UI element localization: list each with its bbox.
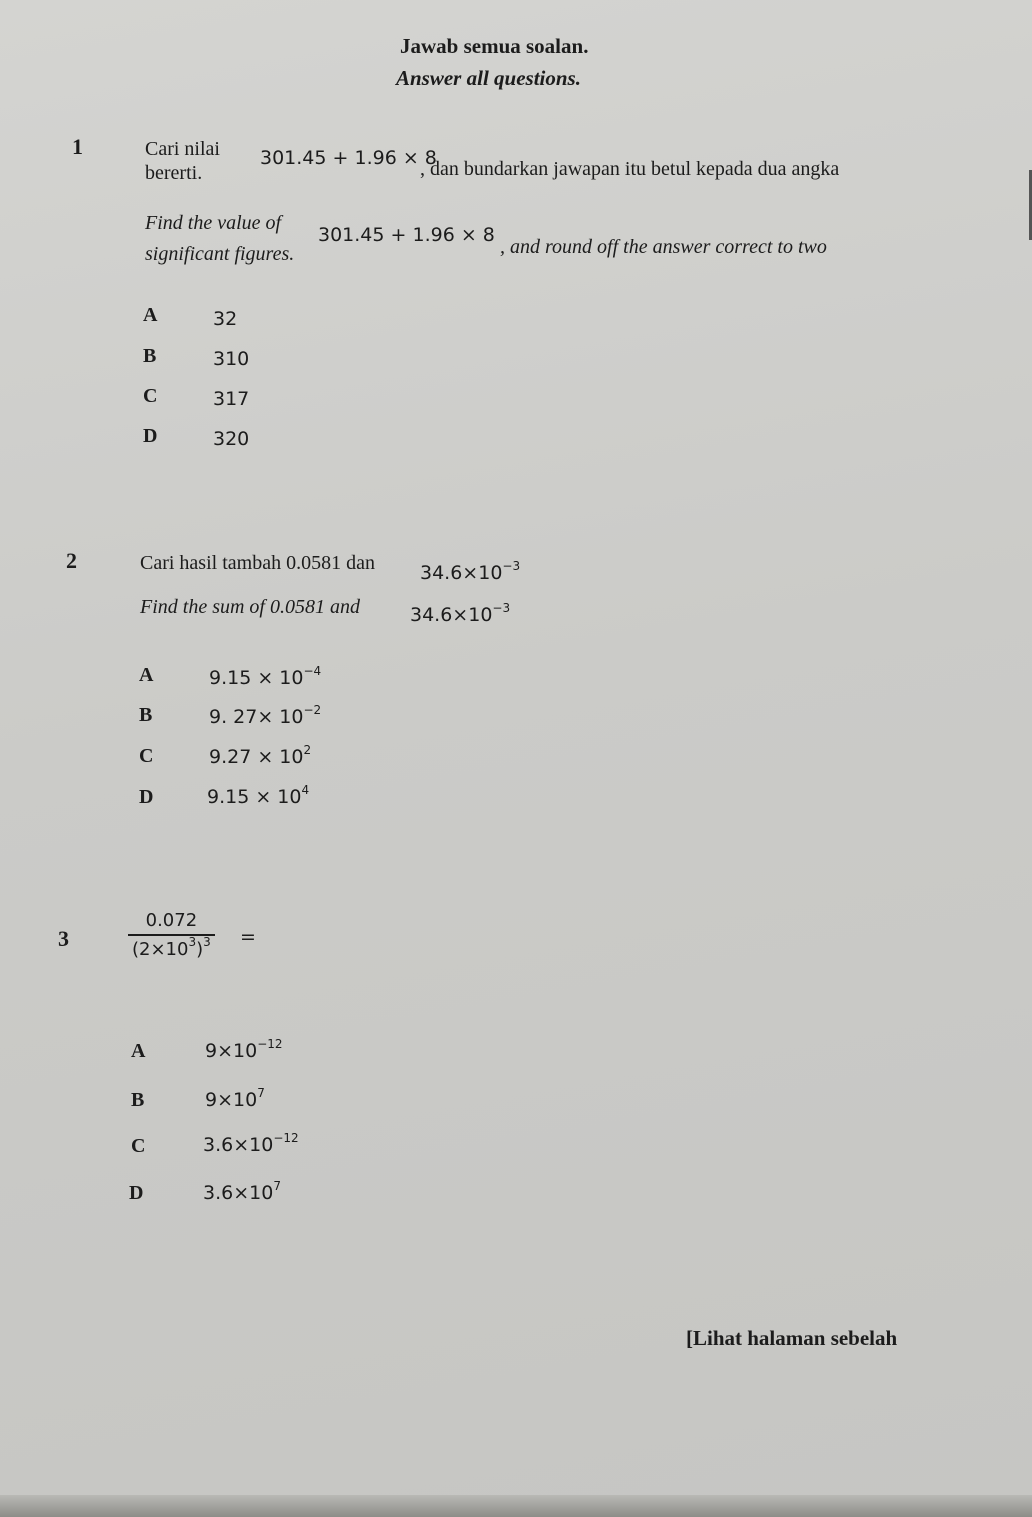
question-2-option-letter: A xyxy=(139,664,154,686)
question-3-option-letter: D xyxy=(129,1182,144,1204)
question-3-numerator: 0.072 xyxy=(145,910,198,931)
question-2-number: 2 xyxy=(66,548,77,573)
question-1-text-ms-part1: Cari nilai xyxy=(145,138,220,160)
option-exponent: −2 xyxy=(303,703,322,717)
question-2-option-value xyxy=(209,703,322,728)
question-3-number: 3 xyxy=(58,926,69,951)
question-3-fraction xyxy=(128,910,215,960)
option-base: 9.15 × 10 xyxy=(209,667,304,689)
option-exponent: 2 xyxy=(303,743,312,757)
question-1-text-en-line2: significant figures. xyxy=(145,243,295,265)
question-2-option-letter: C xyxy=(139,745,154,767)
question-2-expression-en xyxy=(410,601,511,626)
option-base: 3.6×10 xyxy=(203,1134,274,1156)
question-1-option-letter: D xyxy=(143,425,158,447)
denominator-base: (2×10 xyxy=(132,939,189,960)
question-2-text-en: Find the sum of 0.0581 and xyxy=(140,596,360,618)
question-1-text-ms-part2: , dan bundarkan jawapan itu betul kepada dua angka xyxy=(420,158,840,180)
question-2-option-value xyxy=(209,743,312,768)
option-exponent: 7 xyxy=(273,1179,281,1193)
question-3-option-letter: A xyxy=(131,1040,146,1062)
question-2-option-value xyxy=(207,783,310,808)
option-exponent: 7 xyxy=(257,1086,265,1100)
question-1-option-value: 320 xyxy=(213,428,250,450)
question-1-expression-en: 301.45 + 1.96 × 8 xyxy=(318,224,495,246)
option-exponent: −12 xyxy=(257,1037,283,1051)
question-1-number: 1 xyxy=(72,134,83,159)
footer-next-page: [Lihat halaman sebelah xyxy=(686,1326,898,1350)
option-base: 9×10 xyxy=(205,1089,258,1111)
question-1-option-letter: A xyxy=(143,304,158,326)
question-2-expression-exponent: −3 xyxy=(502,559,521,573)
denominator-inner-exponent: 3 xyxy=(188,935,197,949)
question-1-text-ms-line2: bererti. xyxy=(145,162,203,184)
question-3-option-value xyxy=(205,1037,283,1062)
question-3-option-letter: B xyxy=(131,1089,145,1111)
denominator-close: ) xyxy=(196,939,204,960)
question-2-text-ms: Cari hasil tambah 0.0581 dan xyxy=(140,552,375,574)
option-exponent: 4 xyxy=(301,783,310,797)
question-1-option-value: 317 xyxy=(213,388,250,410)
question-2-option-letter: B xyxy=(139,704,153,726)
instruction-english: Answer all questions. xyxy=(396,66,581,90)
question-1-option-value: 310 xyxy=(213,348,250,370)
question-1-option-value: 32 xyxy=(213,308,238,330)
option-exponent: −4 xyxy=(303,664,322,678)
question-2-expression-base: 34.6×10 xyxy=(420,562,503,584)
question-2-expression-base: 34.6×10 xyxy=(410,604,493,626)
option-base: 9. 27× 10 xyxy=(209,706,304,728)
question-2-option-value xyxy=(209,664,322,689)
page-bottom-edge xyxy=(0,1495,1032,1517)
question-2-expression-exponent: −3 xyxy=(492,601,511,615)
question-2-expression-ms xyxy=(420,559,521,584)
question-2-option-letter: D xyxy=(139,786,154,808)
question-1-option-letter: C xyxy=(143,385,158,407)
question-3-option-value xyxy=(203,1179,281,1204)
question-1-expression-ms: 301.45 + 1.96 × 8 xyxy=(260,147,437,169)
question-3-equals: = xyxy=(240,926,256,948)
question-3-option-value xyxy=(203,1131,299,1156)
question-3-option-letter: C xyxy=(131,1135,146,1157)
denominator-outer-exponent: 3 xyxy=(203,935,211,949)
question-1-text-en-part2: , and round off the answer correct to two xyxy=(500,236,827,258)
option-base: 9.15 × 10 xyxy=(207,786,302,808)
option-base: 9×10 xyxy=(205,1040,258,1062)
instruction-malay: Jawab semua soalan. xyxy=(400,34,589,58)
option-base: 3.6×10 xyxy=(203,1182,274,1204)
question-3-option-value xyxy=(205,1086,265,1111)
question-1-option-letter: B xyxy=(143,345,157,367)
option-base: 9.27 × 10 xyxy=(209,746,304,768)
option-exponent: −12 xyxy=(273,1131,299,1145)
question-1-text-en-part1: Find the value of xyxy=(145,212,282,234)
question-3-denominator xyxy=(128,936,215,960)
